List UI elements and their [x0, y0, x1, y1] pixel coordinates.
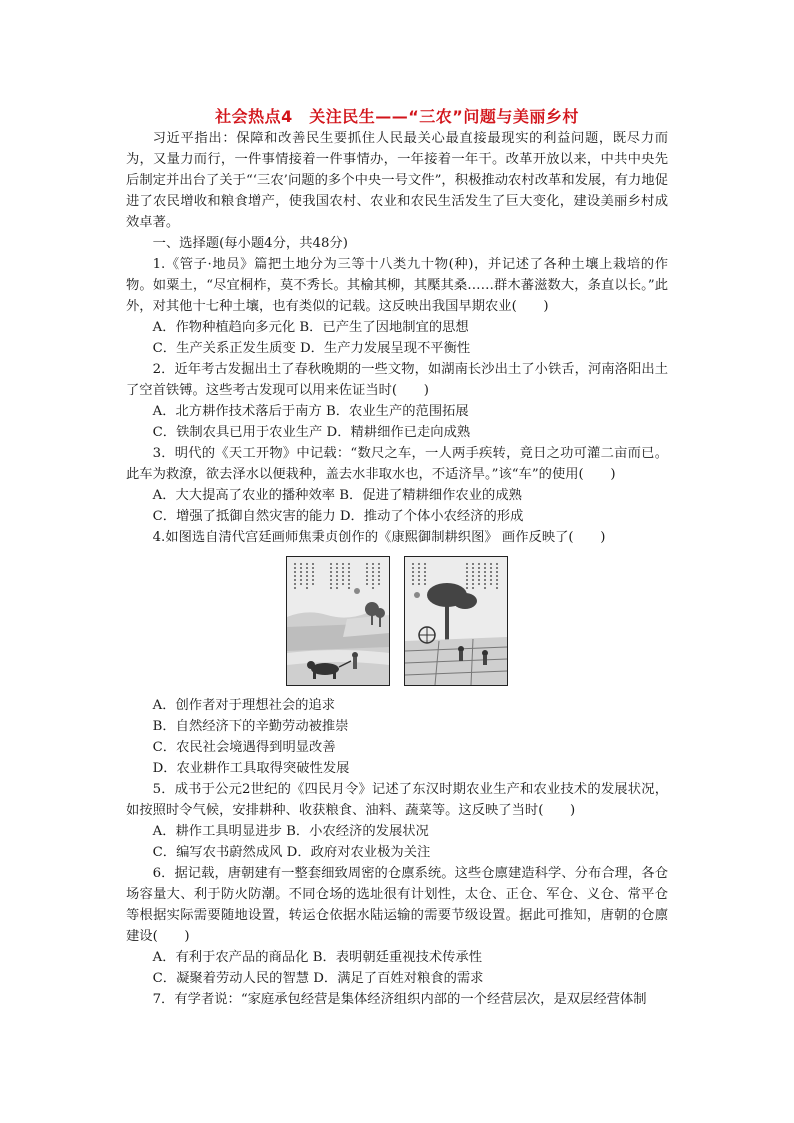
worksheet-body	[126, 128, 668, 1010]
question-7-stem: 7．有学者说：“家庭承包经营是集体经济组织内部的一个经营层次，是双层经营体制	[152, 992, 647, 1007]
question-4-option-c: C．农民社会境遇得到明显改善	[152, 740, 336, 755]
question-4-option-a: A．创作者对于理想社会的追求	[152, 698, 336, 713]
gengzhi-figure	[126, 556, 668, 686]
question-1-option-cd: C．生产关系正发生质变 D．生产力发展呈现不平衡性	[152, 341, 471, 356]
question-2-option-ab: A．北方耕作技术落后于南方 B．农业生产的范围拓展	[152, 404, 469, 419]
section-heading: 一、选择题(每小题4分，共48分)	[152, 236, 348, 251]
question-4-stem: 4.如图选自清代宫廷画师焦秉贞创作的《康熙御制耕织图》 画作反映了( )	[152, 530, 606, 545]
question-6-stem: 6．据记载，唐朝建有一整套细致周密的仓廪系统。这些仓廪建造科学、分布合理，各仓场容量大、利于防火防潮。不同仓场的选址很有计划性，太仓、正仓、军仓、义仓、常平仓等根据实际需要随地设置，转运仓依据水陆运输的需要节级设置。据此可推知，唐朝的仓廪建设( )	[126, 866, 668, 944]
question-5-stem: 5．成书于公元2世纪的《四民月令》记述了东汉时期农业生产和农业技术的发展状况，如按照时令气候，安排耕种、收获粮食、油料、蔬菜等。这反映了当时( )	[126, 782, 668, 818]
question-1-stem: 1.《管子·地员》篇把土地分为三等十八类九十物(种)，并记述了各种土壤上栽培的作物。如粟土，“尽宜桐柞，莫不秀长。其榆其柳，其檿其桑……群木蕃滋数大，条直以长。”此外，对其他十七种土壤，也有类似的记载。这反映出我国早期农业( )	[126, 257, 668, 314]
question-4-option-d: D．农业耕作工具取得突破性发展	[152, 761, 350, 776]
intro-paragraph: 习近平指出：保障和改善民生要抓住人民最关心最直接最现实的利益问题，既尽力而为，又量力而行，一件事情接着一件事情办，一年接着一年干。改革开放以来，中共中央先后制定并出台了关于“‘三农’问题的多个中央一号文件”，积极推动农村改革和发展，有力地促进了农民增收和粮食增产，使我国农村、农业和农民生活发生了巨大变化，建设美丽乡村成效卓著。	[126, 131, 668, 230]
question-5-option-ab: A．耕作工具明显进步 B．小农经济的发展状况	[152, 824, 429, 839]
question-3-option-cd: C．增强了抵御自然灾害的能力 D．推动了个体小农经济的形成	[152, 509, 524, 524]
question-3-stem: 3．明代的《天工开物》中记载：“数尺之车，一人两手疾转，竟日之功可灌二亩而已。此车为救潦，欲去泽水以便栽种，盖去水非取水也，不适济旱。”该“车”的使用( )	[126, 446, 668, 482]
page-title: 社会热点4 关注民生——“三农”问题与美丽乡村	[215, 107, 579, 126]
question-1-option-ab: A．作物种植趋向多元化 B．已产生了因地制宜的思想	[152, 320, 469, 335]
question-3-option-ab: A．大大提高了农业的播种效率 B．促进了精耕细作农业的成熟	[152, 488, 522, 503]
question-2-option-cd: C．铁制农具已用于农业生产 D．精耕细作已走向成熟	[152, 425, 471, 440]
painting-plowing-image	[286, 556, 390, 686]
question-6-option-ab: A．有利于农产品的商品化 B．表明朝廷重视技术传承性	[152, 950, 483, 965]
question-5-option-cd: C．编写农书蔚然成风 D．政府对农业极为关注	[152, 845, 431, 860]
question-2-stem: 2．近年考古发掘出土了春秋晚期的一些文物，如湖南长沙出土了小铁舌，河南洛阳出土了空首铁镈。这些考古发现可以用来佐证当时( )	[126, 362, 668, 398]
question-4-option-b: B．自然经济下的辛勤劳动被推崇	[152, 719, 349, 734]
question-6-option-cd: C．凝聚着劳动人民的智慧 D．满足了百姓对粮食的需求	[152, 971, 484, 986]
painting-irrigation-image	[404, 556, 508, 686]
